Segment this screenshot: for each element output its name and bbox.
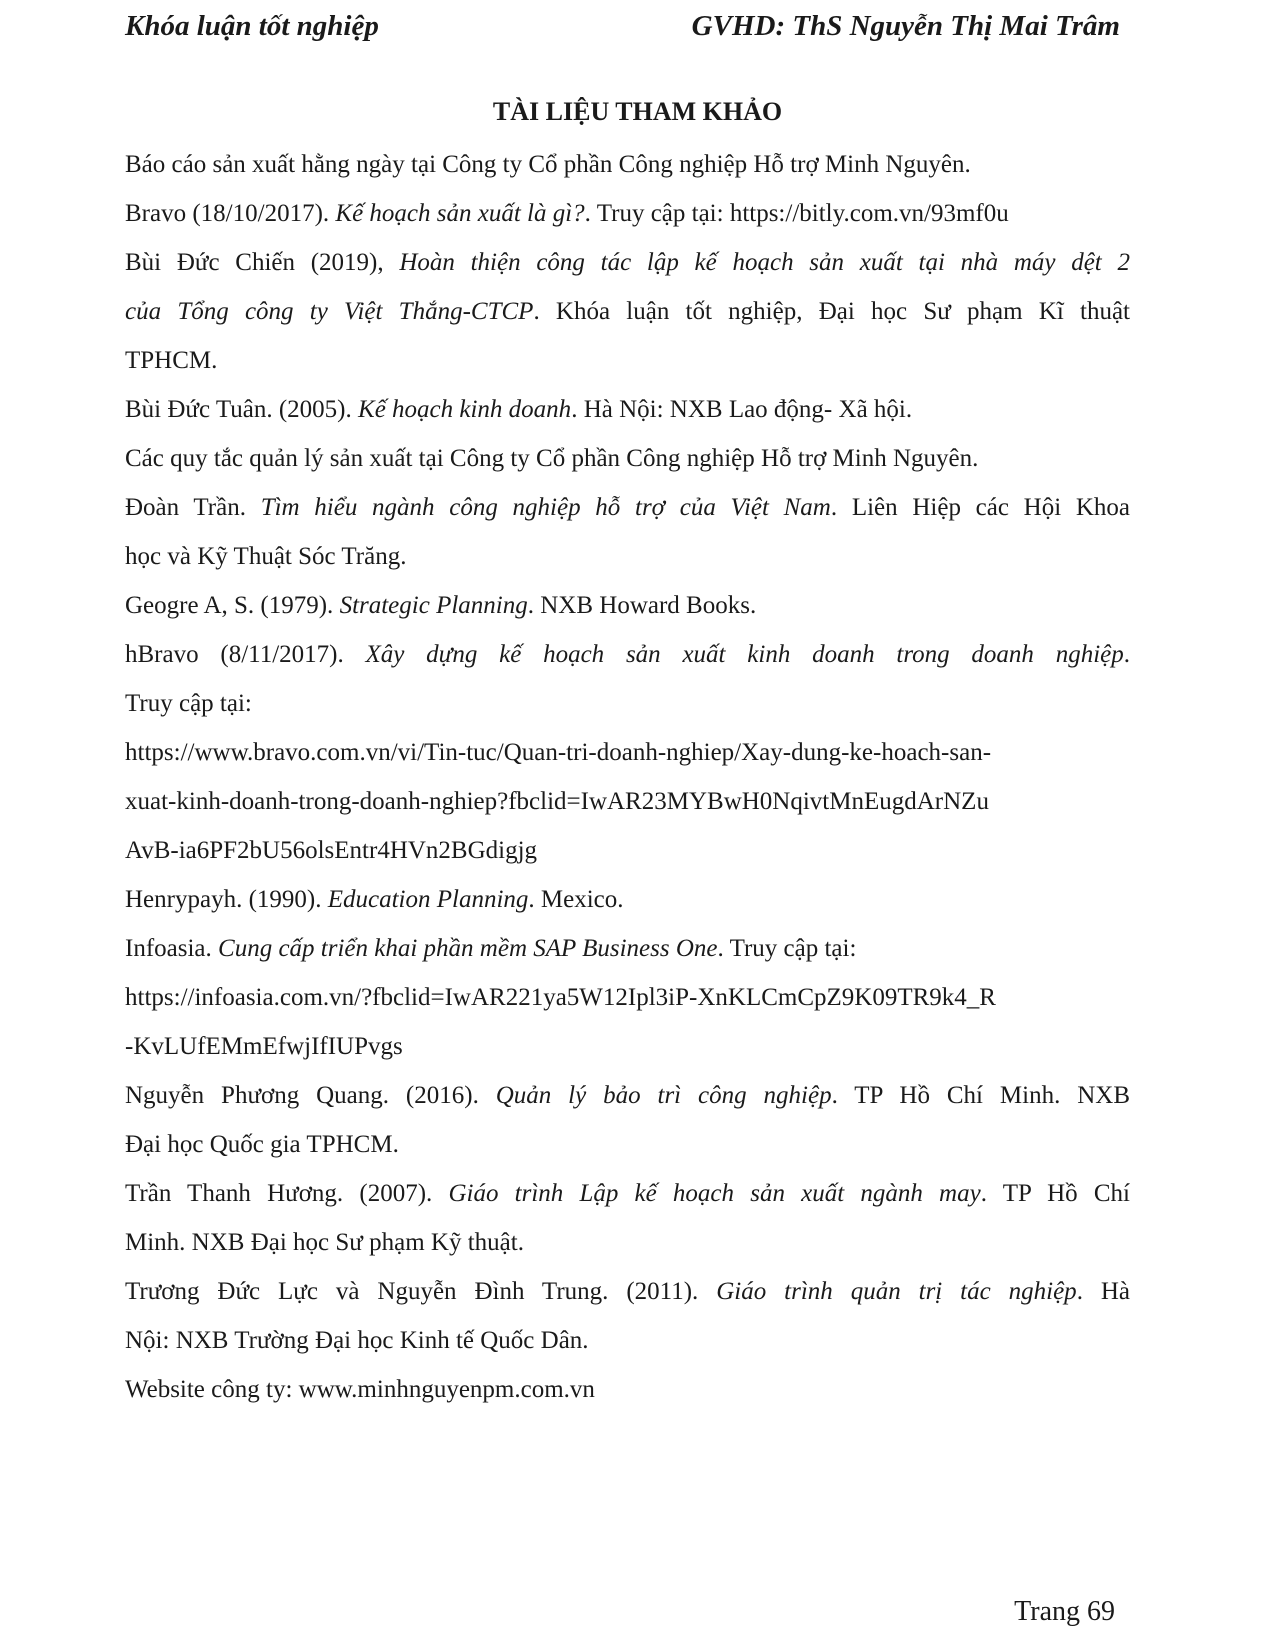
reference-item: Nguyễn Phương Quang. (2016). Quản lý bảo trì công nghiệp. TP Hồ Chí Minh. NXB [125, 1082, 1130, 1109]
page-number: Trang 69 [1014, 1596, 1115, 1627]
reference-item: Trương Đức Lực và Nguyễn Đình Trung. (2011). Giáo trình quản trị tác nghiệp. Hà [125, 1278, 1130, 1305]
reference-item-continuation: Đại học Quốc gia TPHCM. [125, 1131, 399, 1158]
reference-item: Website công ty: www.minhnguyenpm.com.vn [125, 1376, 595, 1403]
reference-item-continuation: TPHCM. [125, 347, 218, 374]
header-thesis-label: Khóa luận tốt nghiệp [125, 10, 379, 42]
reference-item: Báo cáo sản xuất hằng ngày tại Công ty Cổ phần Công nghiệp Hỗ trợ Minh Nguyên. [125, 151, 971, 178]
reference-item: Các quy tắc quản lý sản xuất tại Công ty Cổ phần Công nghiệp Hỗ trợ Minh Nguyên. [125, 445, 979, 472]
reference-item: Geogre A, S. (1979). Strategic Planning. NXB Howard Books. [125, 592, 757, 619]
reference-url: AvB-ia6PF2bU56olsEntr4HVn2BGdigjg [125, 837, 538, 864]
reference-url: xuat-kinh-doanh-trong-doanh-nghiep?fbclid=IwAR23MYBwH0NqivtMnEugdArNZu [125, 788, 989, 815]
reference-item-continuation: học và Kỹ Thuật Sóc Trăng. [125, 543, 407, 570]
reference-url: https://infoasia.com.vn/?fbclid=IwAR221ya5W12Ipl3iP-XnKLCmCpZ9K09TR9k4_R [125, 984, 996, 1011]
reference-item-continuation: của Tổng công ty Việt Thắng-CTCP. Khóa luận tốt nghiệp, Đại học Sư phạm Kĩ thuật [125, 298, 1130, 325]
reference-url: https://www.bravo.com.vn/vi/Tin-tuc/Quan-tri-doanh-nghiep/Xay-dung-ke-hoach-san- [125, 739, 992, 766]
reference-list [125, 140, 1130, 1414]
reference-item: hBravo (8/11/2017). Xây dựng kế hoạch sản xuất kinh doanh trong doanh nghiệp. [125, 641, 1130, 668]
reference-item-continuation: Truy cập tại: [125, 690, 252, 717]
reference-item: Henrypayh. (1990). Education Planning. Mexico. [125, 886, 624, 913]
page-title: TÀI LIỆU THAM KHẢO [492, 97, 783, 126]
reference-item: Đoàn Trần. Tìm hiểu ngành công nghiệp hỗ trợ của Việt Nam. Liên Hiệp các Hội Khoa [125, 494, 1130, 521]
reference-item: Bùi Đức Tuân. (2005). Kế hoạch kinh doanh. Hà Nội: NXB Lao động- Xã hội. [125, 396, 913, 423]
reference-item: Bravo (18/10/2017). Kế hoạch sản xuất là gì?. Truy cập tại: https://bitly.com.vn/93mf0u [125, 200, 1009, 227]
reference-item: Infoasia. Cung cấp triển khai phần mềm SAP Business One. Truy cập tại: [125, 935, 857, 962]
reference-item-continuation: Nội: NXB Trường Đại học Kinh tế Quốc Dân. [125, 1327, 589, 1354]
reference-item: Bùi Đức Chiến (2019), Hoàn thiện công tác lập kế hoạch sản xuất tại nhà máy dệt 2 [125, 249, 1130, 276]
reference-item: Trần Thanh Hương. (2007). Giáo trình Lập kế hoạch sản xuất ngành may. TP Hồ Chí [125, 1180, 1130, 1207]
header-advisor: GVHD: ThS Nguyễn Thị Mai Trâm [691, 10, 1120, 42]
reference-url: -KvLUfEMmEfwjIfIUPvgs [125, 1033, 403, 1060]
page-header [125, 4, 1120, 48]
reference-item-continuation: Minh. NXB Đại học Sư phạm Kỹ thuật. [125, 1229, 524, 1256]
